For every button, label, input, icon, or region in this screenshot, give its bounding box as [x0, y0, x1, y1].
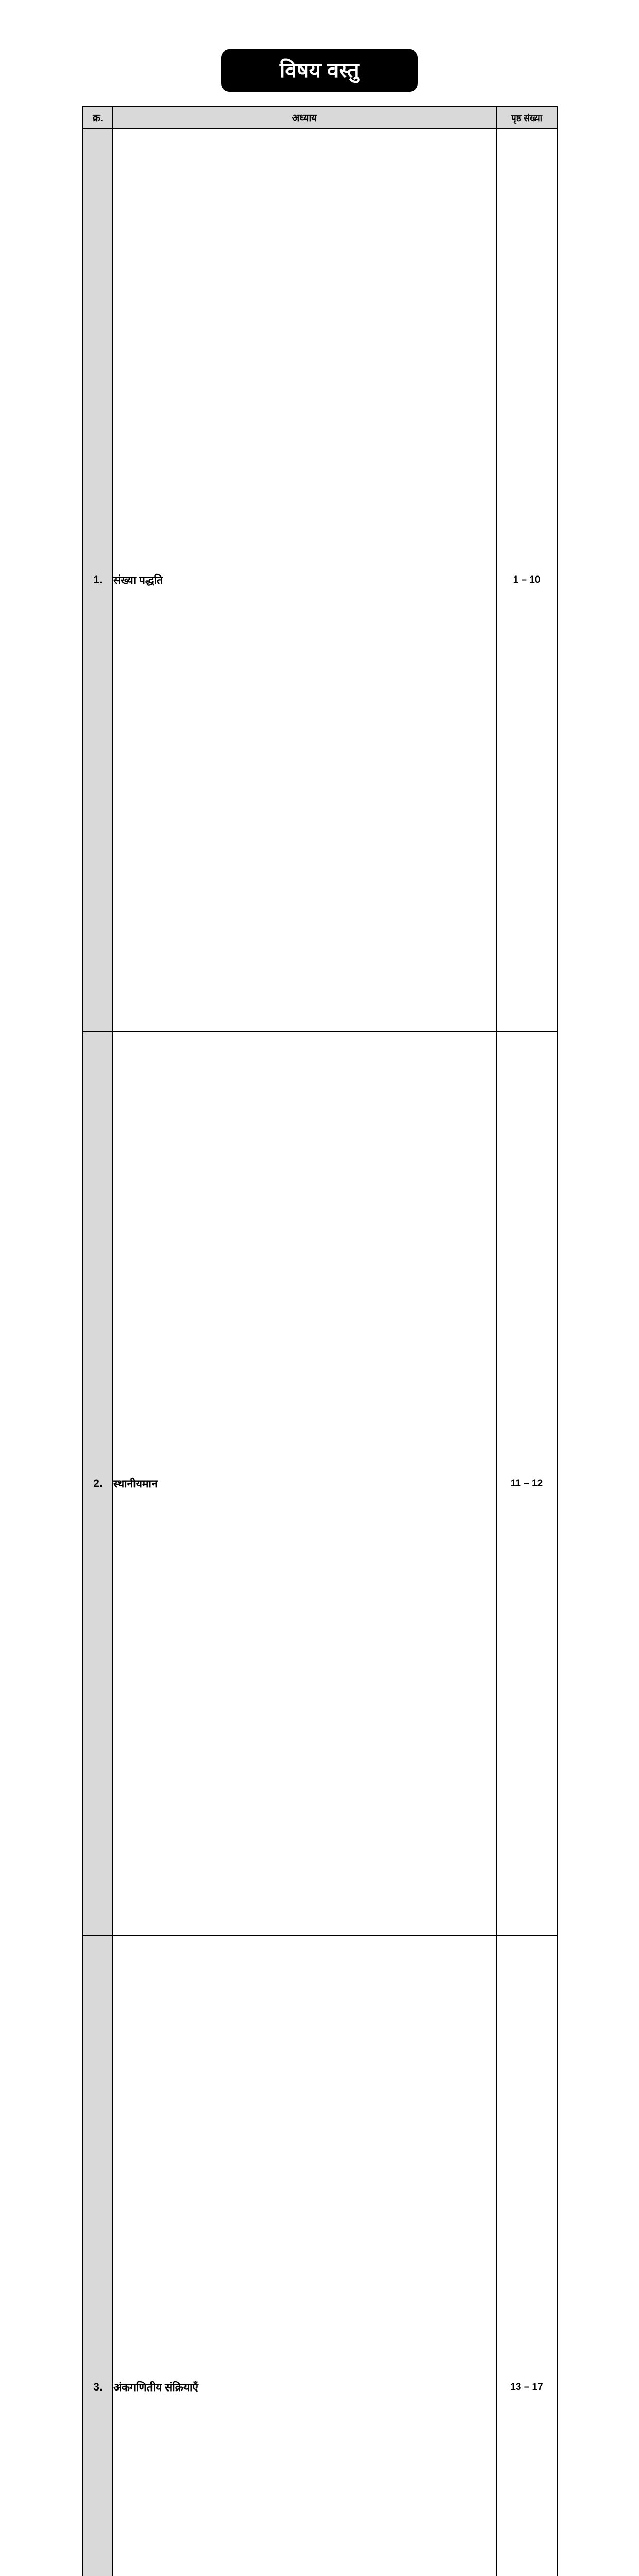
- table-of-contents: [82, 106, 557, 2576]
- toc-table: [82, 106, 558, 2576]
- row-serial: 1.: [83, 128, 113, 1032]
- toc-table-head: [83, 107, 557, 128]
- table-row: [83, 128, 557, 1032]
- column-header-serial: क्र.: [83, 107, 113, 128]
- row-page-number: 13 – 17: [496, 1936, 557, 2576]
- page-title: विषय वस्तु: [279, 59, 360, 82]
- column-header-chapter: अध्याय: [113, 107, 496, 128]
- page-title-banner: [221, 49, 418, 92]
- toc-table-body: [83, 128, 557, 2576]
- table-row: [83, 1936, 557, 2576]
- row-page-number: 1 – 10: [496, 128, 557, 1032]
- row-chapter-title: अंकगणितीय संक्रियाएँ: [113, 1936, 496, 2576]
- row-page-number: 11 – 12: [496, 1032, 557, 1936]
- row-chapter-title: संख्या पद्धति: [113, 128, 496, 1032]
- row-serial: 3.: [83, 1936, 113, 2576]
- table-row: [83, 1032, 557, 1936]
- row-serial: 2.: [83, 1032, 113, 1936]
- row-chapter-title: स्थानीयमान: [113, 1032, 496, 1936]
- column-header-page: पृष्ठ संख्या: [496, 107, 557, 128]
- table-header-row: [83, 107, 557, 128]
- title-section: [0, 0, 639, 92]
